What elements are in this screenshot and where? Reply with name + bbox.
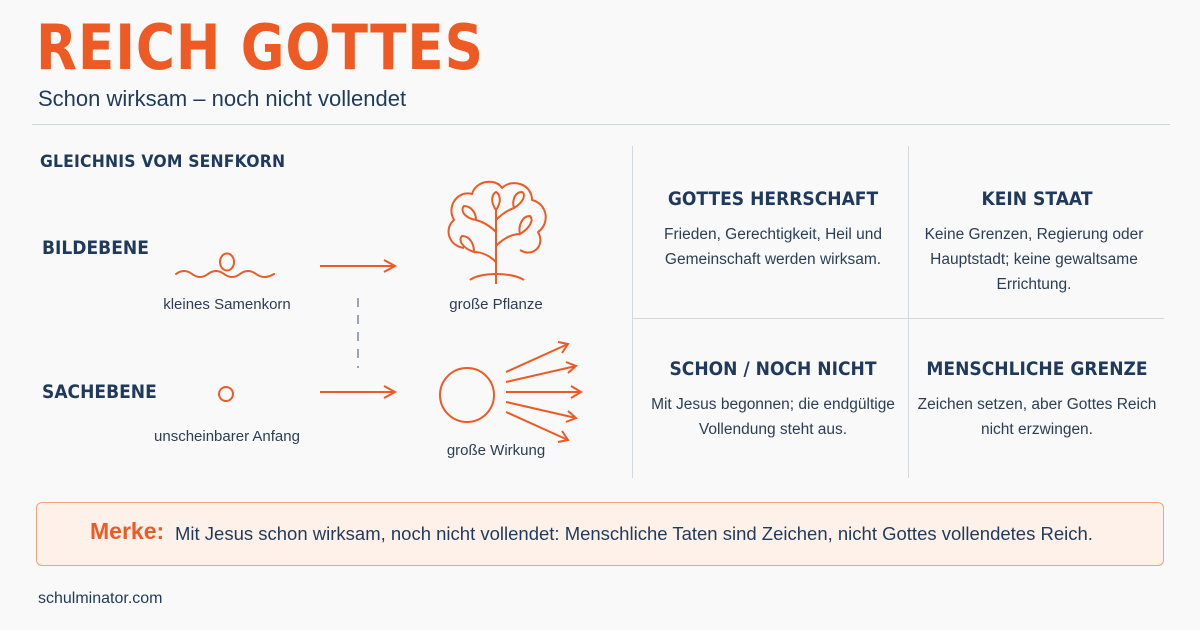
caption-plant: große Pflanze [449,296,543,313]
parable-title: GLEICHNIS VOM SENFKORN [40,152,286,172]
header-divider [32,124,1170,125]
box-title-menschliche-grenze: MENSCHLICHE GRENZE [926,358,1148,380]
footer-site: schulminator.com [38,590,163,607]
dashed-connector [355,298,361,368]
arrow-icon [318,258,398,274]
seed-icon [170,248,280,280]
note-label: Merke: [90,518,165,544]
caption-beginning: unscheinbarer Anfang [154,428,300,445]
page-subtitle: Schon wirksam – noch nicht vollendet [38,86,407,111]
plant-icon [440,176,552,288]
level-label-sachebene: SACHEBENE [42,381,157,403]
box-title-kein-staat: KEIN STAAT [981,188,1093,210]
box-text-menschliche-grenze: Zeichen setzen, aber Gottes Reich nicht erzwingen. [917,396,1157,438]
large-circle-icon [436,364,498,426]
small-circle-icon [216,384,236,404]
level-label-bildebene: BILDEBENE [42,237,149,259]
arrow-icon [318,384,398,400]
grid-line-middle [632,318,1164,319]
page-title: REICH GOTTES [36,11,484,84]
box-text-kein-staat: Keine Grenzen, Regierung oder Hauptstadt; keine gewaltsame Errichtung. [924,226,1144,293]
note-text: Mit Jesus schon wirksam, noch nicht vollendet: Menschliche Taten sind Zeichen, nicht Gottes vollendetes Reich. [175,523,1093,544]
grid-line-left [632,146,633,478]
box-text-gottes-herrschaft: Frieden, Gerechtigkeit, Heil und Gemeinschaft werden wirksam. [664,226,882,268]
caption-seed: kleines Samenkorn [163,296,291,313]
radiating-arrows-icon [504,336,588,448]
box-text-schon-noch-nicht: Mit Jesus begonnen; die endgültige Vollendung steht aus. [651,396,895,438]
box-title-schon-noch-nicht: SCHON / NOCH NICHT [669,358,877,380]
box-title-gottes-herrschaft: GOTTES HERRSCHAFT [667,188,879,210]
caption-effect: große Wirkung [446,442,546,459]
